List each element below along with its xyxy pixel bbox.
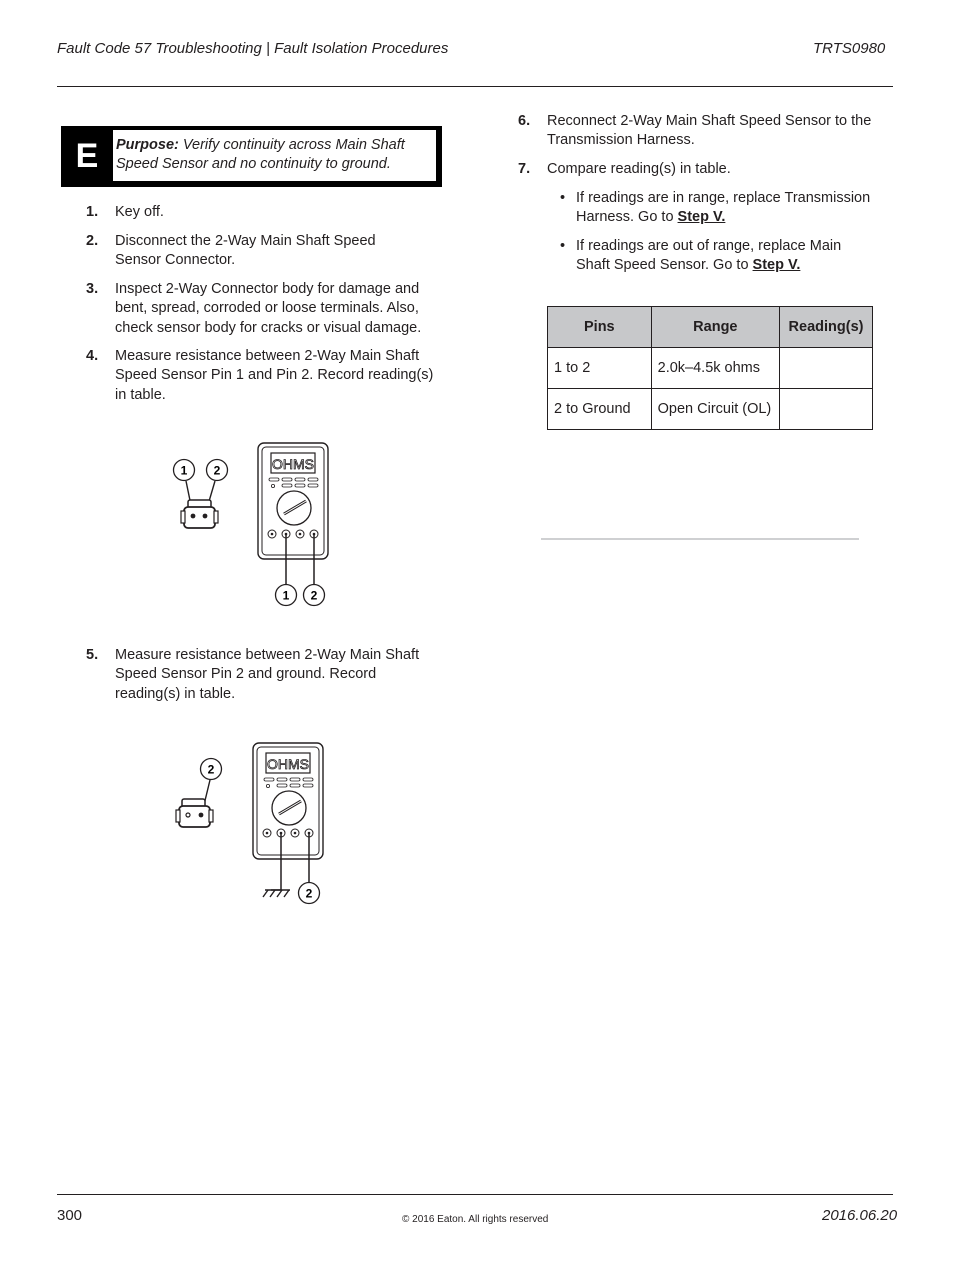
probe-callout-2 (299, 883, 320, 904)
cell-reading[interactable] (780, 348, 873, 389)
item-text: Measure resistance between 2-Way Main Shaft Speed Sensor Pin 2 and ground. Record reading(s) in table. (115, 647, 420, 702)
item-text: Compare reading(s) in table. (547, 161, 731, 177)
item-number: 6. (518, 113, 531, 129)
probe-callout-1 (276, 585, 297, 606)
revision-date: 2016.06.20 (822, 1207, 898, 1224)
header-rule (57, 86, 893, 87)
pin-callout-2 (201, 759, 222, 780)
item-number: 4. (86, 348, 99, 364)
item-number: 7. (518, 161, 531, 177)
cell-pins: 1 to 2 (548, 348, 652, 389)
ground-icon (263, 890, 290, 897)
figure-pin2-ground-measurement (165, 735, 340, 915)
item-text: Key off. (115, 204, 164, 220)
table-row (548, 389, 873, 430)
column-header-pins: Pins (548, 307, 652, 348)
item-number: 2. (86, 233, 99, 249)
item-text: Measure resistance between 2-Way Main Shaft Speed Sensor Pin 1 and Pin 2. Record reading(s) in table. (115, 348, 434, 403)
bullet-text: If readings are out of range, replace Main Shaft Speed Sensor. Go to (576, 238, 842, 274)
bullet-icon: • (560, 238, 566, 254)
pin-callout-1 (174, 460, 195, 481)
table-row (548, 348, 873, 389)
step-v-link[interactable]: Step V. (752, 257, 801, 274)
bullet-icon: • (560, 190, 566, 206)
step-letter: E (75, 137, 99, 175)
multimeter-icon (253, 743, 323, 859)
item-number: 5. (86, 647, 99, 663)
item-text: Reconnect 2-Way Main Shaft Speed Sensor to the Transmission Harness. (547, 113, 872, 149)
cell-pins: 2 to Ground (548, 389, 652, 430)
step-box (61, 126, 442, 187)
figure-pin1-pin2-measurement (165, 435, 340, 615)
svg-text:1: 1 (180, 463, 188, 478)
svg-text:2: 2 (213, 463, 221, 478)
svg-text:2: 2 (207, 762, 215, 777)
table-header-row (548, 307, 873, 348)
connector-icon (181, 500, 218, 528)
pin-callout-2 (207, 460, 228, 481)
connector-icon (176, 799, 213, 827)
column-header-range: Range (651, 307, 779, 348)
purpose-text: Verify continuity across Main Shaft Speed Sensor and no continuity to ground. (116, 137, 405, 172)
svg-text:2: 2 (305, 886, 313, 901)
probe-callout-2 (304, 585, 325, 606)
step-v-link[interactable]: Step V. (677, 209, 726, 226)
svg-text:1: 1 (282, 588, 290, 603)
meter-display: OHMS (272, 456, 314, 472)
cell-range: Open Circuit (OL) (651, 389, 779, 430)
svg-text:2: 2 (310, 588, 318, 603)
column-header-readings: Reading(s) (780, 307, 873, 348)
readings-table (547, 306, 873, 430)
header-doc-id: TRTS0980 (813, 40, 886, 57)
section-divider (541, 538, 859, 540)
cell-reading[interactable] (780, 389, 873, 430)
multimeter-icon (258, 443, 328, 559)
item-text: Disconnect the 2-Way Main Shaft Speed Sensor Connector. (115, 233, 376, 269)
item-text: Inspect 2-Way Connector body for damage and bent, spread, corroded or loose terminals. Also, check sensor body for cracks or visual damage. (115, 281, 422, 336)
header-title: Fault Code 57 Troubleshooting | Fault Isolation Procedures (57, 40, 449, 57)
cell-range: 2.0k–4.5k ohms (651, 348, 779, 389)
step-purpose (113, 130, 436, 181)
page-number: 300 (57, 1207, 83, 1224)
purpose-label: Purpose: (116, 137, 179, 153)
item-number: 1. (86, 204, 99, 220)
copyright: © 2016 Eaton. All rights reserved (402, 1214, 549, 1225)
footer-rule (57, 1194, 893, 1195)
bullet-text: If readings are in range, replace Transmission Harness. Go to (576, 190, 871, 226)
item-number: 3. (86, 281, 99, 297)
meter-display: OHMS (267, 756, 309, 772)
